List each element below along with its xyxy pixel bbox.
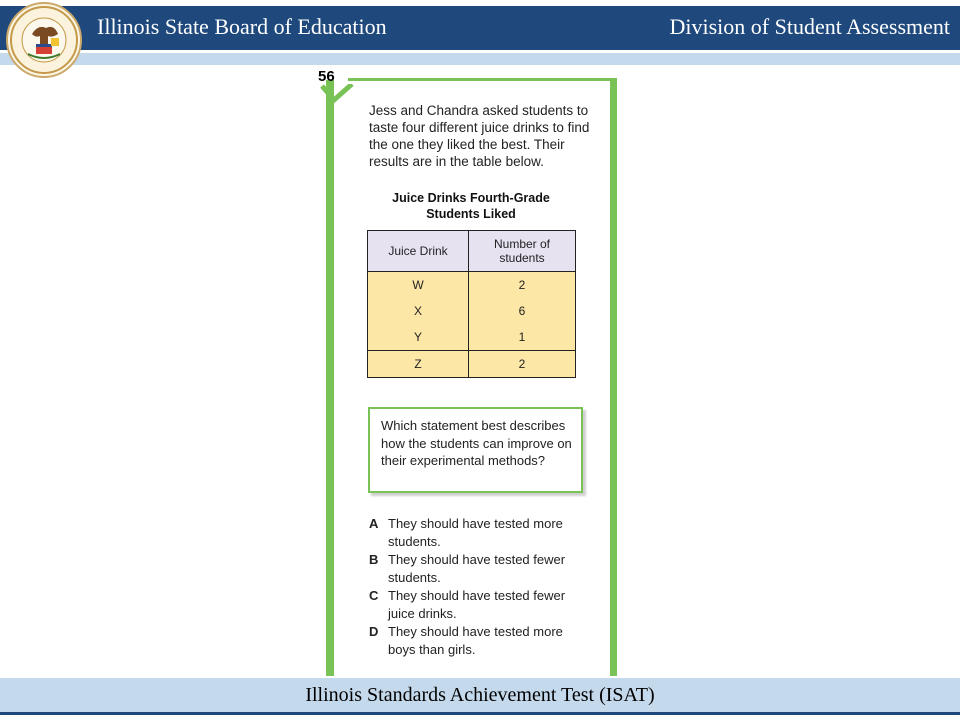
student-count-cell: 6 [469,298,576,324]
juice-drinks-table [367,230,576,378]
choice-text: They should have tested more boys than girls. [388,624,563,657]
choice-text: They should have tested fewer students. [388,552,566,585]
page-corner-chevron-icon [320,84,354,104]
choice-letter: B [369,552,379,567]
answer-choice-b[interactable] [369,551,609,586]
juice-drink-cell: W [368,272,469,299]
student-count-cell: 1 [469,324,576,351]
footer-line [0,712,960,715]
question-stem: Jess and Chandra asked students to taste four different juice drinks to find the one they liked the best. Their results are in the table below. [369,103,590,169]
footer-title: Illinois Standards Achievement Test (ISAT) [305,684,655,706]
answer-choice-a[interactable] [369,515,609,550]
answer-choice-c[interactable] [369,587,609,622]
choice-letter: D [369,624,379,639]
page-top-border [348,78,617,81]
choice-text: They should have tested more students. [388,516,563,549]
answer-choice-d[interactable] [369,623,609,658]
table-row [368,324,576,351]
answer-choices [369,515,609,659]
student-count-cell: 2 [469,351,576,378]
page-right-border [610,80,617,676]
juice-drink-cell: Z [368,351,469,378]
question-prompt-box [368,407,583,493]
choice-text: They should have tested fewer juice drinks. [388,588,566,621]
question-number: 56 [318,68,335,85]
student-count-cell: 2 [469,272,576,299]
table-row [368,298,576,324]
table-row [368,351,576,378]
column-header-number-of-students: Number of students [469,231,576,272]
choice-letter: C [369,588,379,603]
page-left-border [326,80,334,676]
header-right-title: Division of Student Assessment [669,14,950,39]
juice-drink-cell: X [368,298,469,324]
column-header-juice-drink: Juice Drink [368,231,469,272]
table-header-row [368,231,576,272]
table-row [368,272,576,299]
header-left-title: Illinois State Board of Education [97,14,387,39]
header [0,0,960,52]
question-prompt: Which statement best describes how the students can improve on their experimental methods? [381,418,572,468]
header-stripe [0,53,960,65]
juice-drink-cell: Y [368,324,469,351]
choice-letter: A [369,516,379,531]
table-title: Juice Drinks Fourth-Grade Students Liked [392,191,550,221]
illinois-state-seal-icon [6,2,82,78]
